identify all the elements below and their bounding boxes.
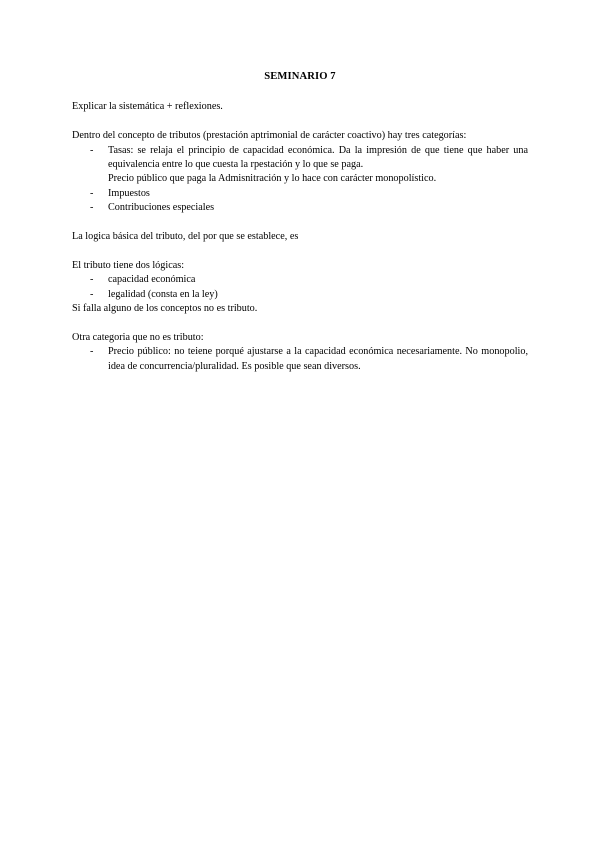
two-logics-list [72,273,528,302]
other-category-lead: Otra categoria que no es tributo: [72,331,204,343]
list-item-text: capacidad económica [108,274,196,286]
list-item-text: legalidad (consta en la ley) [108,288,218,300]
list-item-text: Precio público: no teiene porqué ajustarse a la capacidad económica necesariamente. No monopolio, idea de concurrencia/pluralidad. Es posible que sean diversos. [108,346,528,372]
list-item [72,187,528,201]
spacer [72,115,528,129]
list-item-text: Tasas: se relaja el principio de capacidad económica. Da la impresión de que tiene que haber una equivalencia entre lo que cuesta la rpestación y lo que se paga. [108,144,528,171]
document-title: SEMINARIO 7 [264,71,336,82]
not-tributo-note: Si falla alguno de los conceptos no es tributo. [72,303,258,315]
dash-bullet: - [90,288,94,300]
tributos-categories-list [72,144,528,216]
list-item-continuation [72,172,528,186]
two-logics-lead: El tributo tiene dos lógicas: [72,259,185,271]
spacer [72,216,528,230]
list-item [72,201,528,215]
list-item-text: Contribuciones especiales [108,202,215,214]
list-item-text: Precio público que paga la Admisnitración y lo hace con carácter monopolístico. [108,173,437,185]
dash-bullet: - [90,144,94,156]
tributos-lead: Dentro del concepto de tributos (prestación aptrimonial de carácter coactivo) hay tres categorías: [72,130,467,142]
list-item-text: Impuestos [108,187,150,199]
spacer [72,316,528,330]
list-item [72,345,528,374]
dash-bullet: - [90,202,94,214]
other-category-list [72,345,528,374]
logic-paragraph: La logica básica del tributo, del por que se establece, es [72,231,299,243]
list-item [72,288,528,302]
spacer [72,244,528,258]
dash-bullet: - [90,346,94,358]
dash-bullet: - [90,274,94,286]
intro-paragraph: Explicar la sistemática + reflexiones. [72,101,223,113]
list-item [72,273,528,287]
dash-bullet: - [90,187,94,199]
list-item [72,144,528,173]
